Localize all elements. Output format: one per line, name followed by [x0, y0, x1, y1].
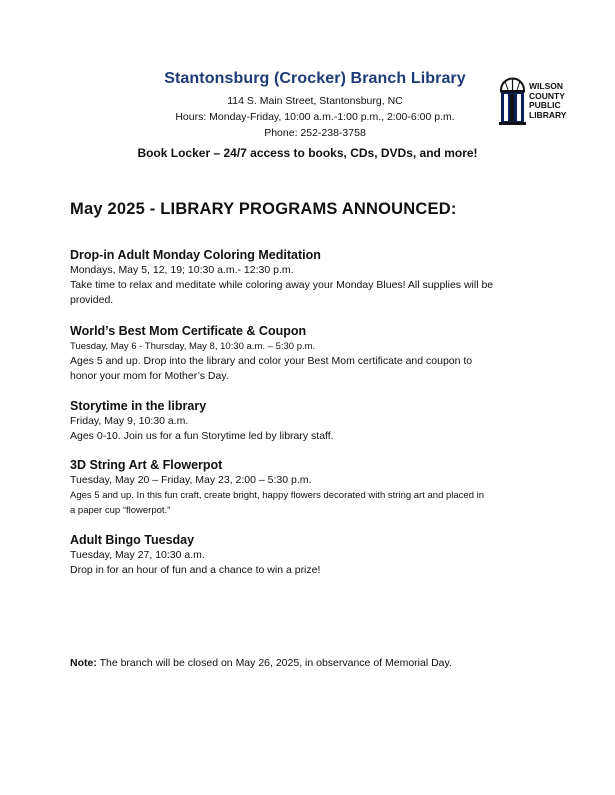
- program-schedule: Mondays, May 5, 12, 19; 10:30 a.m.- 12:30 p.m.: [70, 264, 294, 276]
- program-description: a paper cup “flowerpot.”: [70, 505, 171, 516]
- library-header: [150, 70, 480, 141]
- book-locker-notice: Book Locker – 24/7 access to books, CDs, DVDs, and more!: [137, 146, 478, 160]
- program-description: Ages 5 and up. Drop into the library and color your Best Mom certificate and coupon to: [70, 355, 473, 367]
- branch-title: Stantonsburg (Crocker) Branch Library: [164, 70, 466, 87]
- library-building-icon: [499, 70, 526, 125]
- program-schedule: Friday, May 9, 10:30 a.m.: [70, 415, 189, 427]
- programs-heading: May 2025 - LIBRARY PROGRAMS ANNOUNCED:: [70, 200, 457, 218]
- program-item: [70, 532, 560, 578]
- program-title: Drop-in Adult Monday Coloring Meditation: [70, 248, 321, 262]
- program-item: [70, 457, 560, 518]
- program-item: [70, 247, 560, 308]
- program-description: Ages 0-10. Join us for a fun Storytime led by library staff.: [70, 430, 334, 442]
- branch-address: 114 S. Main Street, Stantonsburg, NC: [227, 95, 403, 107]
- wilson-county-library-logo: [499, 70, 579, 126]
- program-description: honor your mom for Mother’s Day.: [70, 370, 229, 382]
- program-list: [70, 247, 560, 593]
- program-item: [70, 323, 560, 384]
- program-schedule: Tuesday, May 6 - Thursday, May 8, 10:30 a.m. – 5:30 p.m.: [70, 341, 316, 352]
- branch-hours: Hours: Monday-Friday, 10:00 a.m.-1:00 p.m., 2:00-6:00 p.m.: [175, 111, 455, 123]
- note-text: The branch will be closed on May 26, 2025, in observance of Memorial Day.: [96, 657, 452, 669]
- program-description: Ages 5 and up. In this fun craft, create bright, happy flowers decorated with string art and placed in: [70, 490, 485, 501]
- program-title: World’s Best Mom Certificate & Coupon: [70, 324, 307, 338]
- program-title: Storytime in the library: [70, 399, 207, 413]
- note-label: Note:: [70, 657, 97, 669]
- program-title: 3D String Art & Flowerpot: [70, 458, 223, 472]
- program-description: Take time to relax and meditate while coloring away your Monday Blues! All supplies will be: [70, 279, 494, 291]
- program-schedule: Tuesday, May 20 – Friday, May 23, 2:00 – 5:30 p.m.: [70, 474, 312, 486]
- closure-note: [70, 657, 452, 669]
- program-schedule: Tuesday, May 27, 10:30 a.m.: [70, 549, 205, 561]
- logo-text: WILSON COUNTY PUBLIC LIBRARY: [529, 81, 567, 120]
- program-title: Adult Bingo Tuesday: [70, 533, 195, 547]
- program-item: [70, 398, 560, 444]
- program-description: provided.: [70, 294, 114, 306]
- program-description: Drop in for an hour of fun and a chance to win a prize!: [70, 564, 321, 576]
- branch-phone: Phone: 252-238-3758: [264, 127, 366, 139]
